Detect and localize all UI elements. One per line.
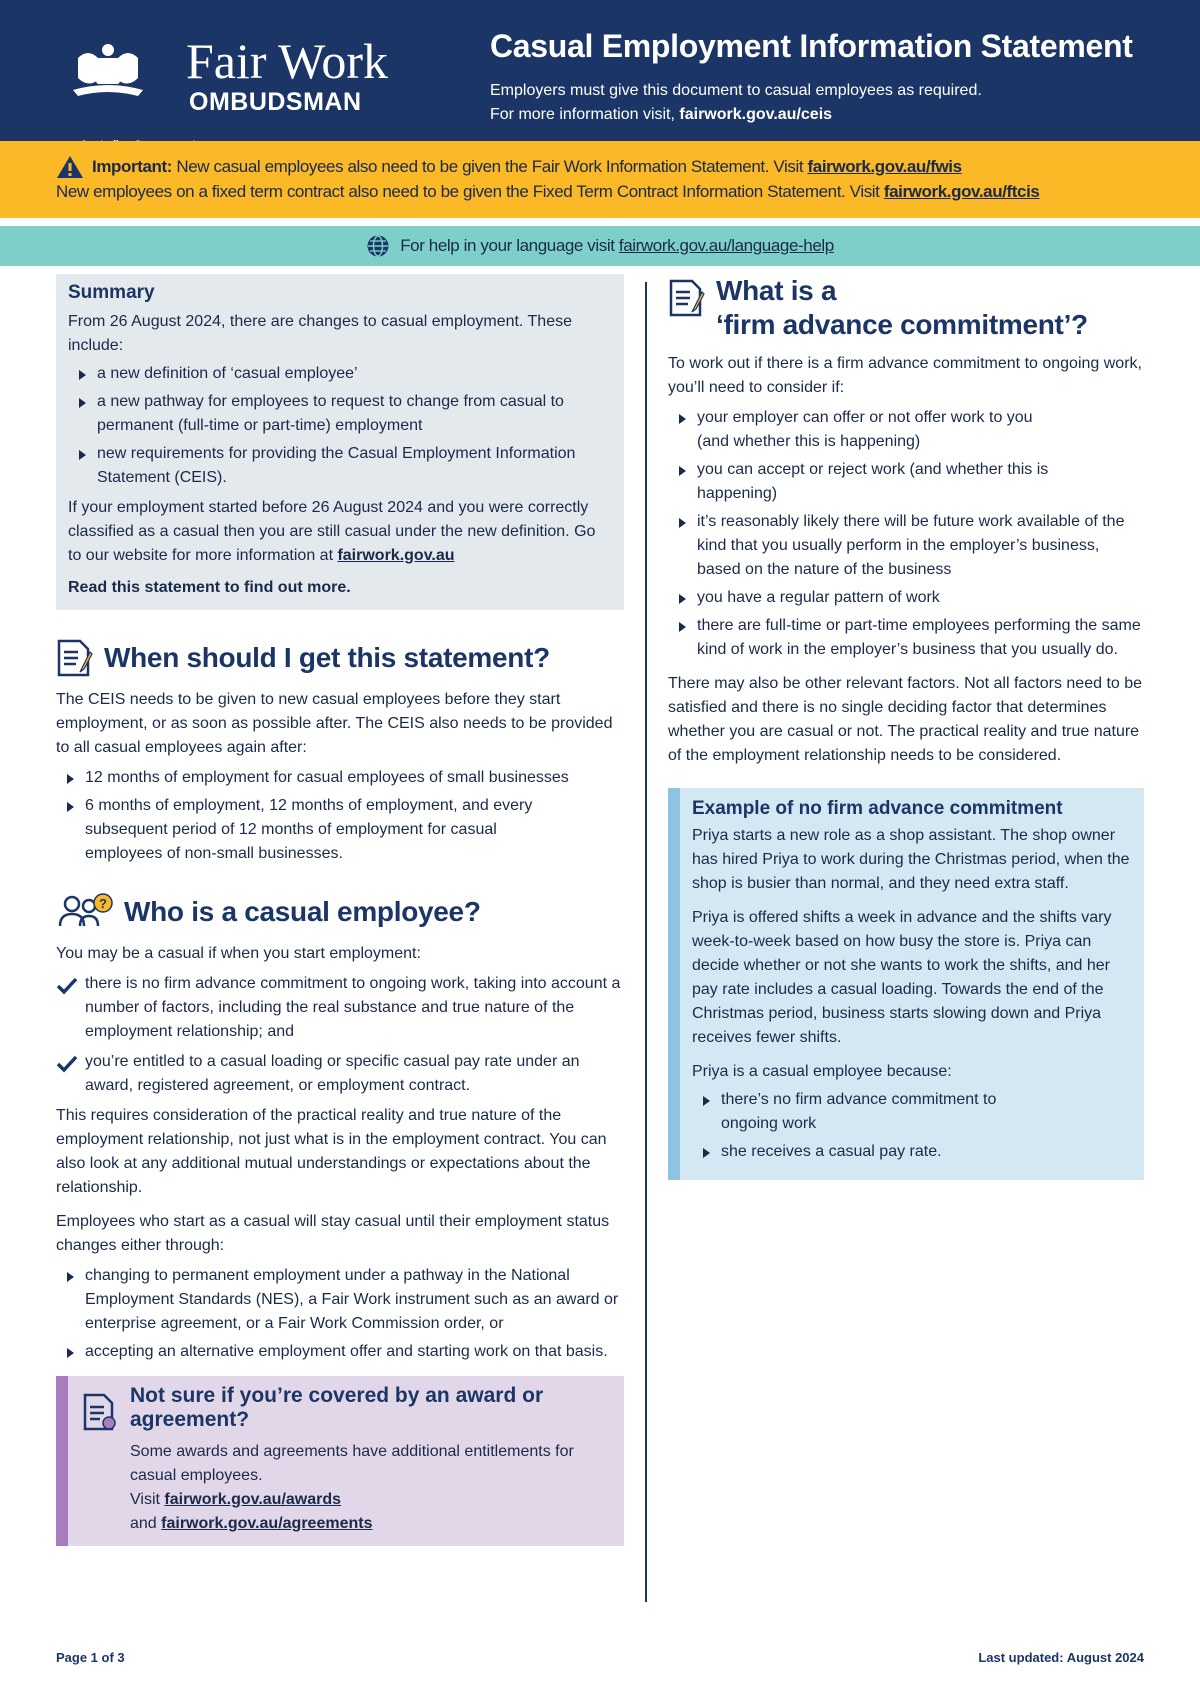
important-line-1 bbox=[56, 155, 962, 179]
who-intro: You may be a casual if when you start employment: bbox=[56, 945, 421, 962]
subtitle-line-1: Employers must give this document to casual employees as required. bbox=[490, 82, 982, 99]
warning-icon bbox=[56, 155, 84, 179]
notsure-and-line bbox=[130, 1512, 612, 1536]
read-more: Read this statement to find out more. bbox=[68, 579, 351, 596]
example-title: Example of no firm advance commitment bbox=[692, 798, 1063, 819]
brand-subtitle: OMBUDSMAN bbox=[189, 88, 362, 116]
subtitle-line-2 bbox=[490, 103, 982, 127]
document-icon bbox=[82, 1392, 118, 1432]
subtitle-prefix: For more information visit, bbox=[490, 106, 680, 123]
important-line-2 bbox=[56, 182, 1040, 202]
who-list bbox=[56, 1264, 624, 1364]
who-para-2: Employees who start as a casual will stay casual until their employment status changes either through: bbox=[56, 1213, 610, 1254]
ftcis-link[interactable]: fairwork.gov.au/ftcis bbox=[883, 182, 1040, 201]
notsure-text: Some awards and agreements have additional entitlements for casual employees. bbox=[130, 1443, 574, 1484]
globe-icon bbox=[366, 234, 390, 258]
list-item: 6 months of employment, 12 months of employment, and every subsequent period of 12 months of employment for casual employees of non-small businesses. bbox=[56, 794, 576, 866]
people-question-icon bbox=[56, 892, 114, 932]
agreements-link[interactable]: fairwork.gov.au/agreements bbox=[161, 1515, 373, 1532]
list-item: there are full-time or part-time employees performing the same kind of work in the employer’s business that you usually do. bbox=[668, 614, 1144, 662]
language-help-bar bbox=[0, 226, 1200, 266]
list-item: a new definition of ‘casual employee’ bbox=[68, 362, 612, 386]
check-item bbox=[56, 972, 624, 1044]
document-pen-icon bbox=[668, 278, 706, 318]
page-number: Page 1 of 3 bbox=[56, 1650, 125, 1665]
firm-heading bbox=[668, 274, 1144, 342]
when-heading bbox=[56, 638, 624, 678]
summary-paragraph bbox=[68, 496, 612, 568]
summary-list bbox=[68, 362, 612, 490]
list-item: you can accept or reject work (and whether this is happening) bbox=[668, 458, 1068, 506]
example-list bbox=[692, 1088, 1132, 1164]
firm-para: There may also be other relevant factors. Not all factors need to be satisfied and there is no single deciding factor that determines whether you are casual or not. The practical reality and true nature of the employment relationship needs to be considered. bbox=[668, 675, 1143, 764]
important-text-2: New employees on a fixed term contract also need to be given the Fixed Term Contract Information Statement. Visit bbox=[56, 182, 884, 201]
list-item: there’s no firm advance commitment to ongoing work bbox=[692, 1088, 1022, 1136]
list-item: she receives a casual pay rate. bbox=[692, 1140, 1132, 1164]
important-text-1: New casual employees also need to be given the Fair Work Information Statement. Visit bbox=[176, 157, 808, 176]
language-help-link[interactable]: fairwork.gov.au/language-help bbox=[618, 236, 834, 255]
left-column bbox=[56, 274, 624, 1546]
coat-of-arms-logo bbox=[40, 40, 175, 115]
example-para-2: Priya is offered shifts a week in advance and the shifts vary week-to-week based on how busy the store is. Priya can decide whether or not she wants to work the shifts, and her pay rate includes a casual loading. Towards the end of the Christmas period, business starts slowing down and Priya receives fewer shifts. bbox=[692, 909, 1112, 1046]
right-column bbox=[668, 274, 1144, 1180]
document-title: Casual Employment Information Statement bbox=[490, 28, 1133, 64]
check-text: you’re entitled to a casual loading or specific casual pay rate under an award, registered agreement, or employment contract. bbox=[85, 1053, 580, 1094]
when-list bbox=[56, 766, 624, 866]
and-label: and bbox=[130, 1515, 162, 1532]
firm-list bbox=[668, 406, 1144, 662]
firm-title-line-1: What is a bbox=[716, 275, 837, 306]
list-item: 12 months of employment for casual employees of small businesses bbox=[56, 766, 624, 790]
who-para-1: This requires consideration of the practical reality and true nature of the employment relationship, not just what is in the employment contract. You can also look at any additional mutual understandings or expectations about the relationship. bbox=[56, 1107, 607, 1196]
summary-para-text: If your employment started before 26 August 2024 and you were correctly classified as a casual then you are still casual under the new definition. Go to our website for more information at bbox=[68, 499, 596, 564]
example-para-1: Priya starts a new role as a shop assistant. The shop owner has hired Priya to work during the Christmas period, when the shop is busier than normal, and they need extra staff. bbox=[692, 827, 1130, 892]
when-intro: The CEIS needs to be given to new casual employees before they start employment, or as soon as possible after. The CEIS also needs to be provided to all casual employees again after: bbox=[56, 691, 613, 756]
fwis-link[interactable]: fairwork.gov.au/fwis bbox=[807, 157, 962, 176]
awards-link[interactable]: fairwork.gov.au/awards bbox=[164, 1491, 342, 1508]
list-item: new requirements for providing the Casual Employment Information Statement (CEIS). bbox=[68, 442, 612, 490]
list-item: you have a regular pattern of work bbox=[668, 586, 1144, 610]
example-para-3: Priya is a casual employee because: bbox=[692, 1063, 952, 1080]
list-item: it’s reasonably likely there will be future work available of the kind that you usually perform in the employer’s business, based on the nature of the business bbox=[668, 510, 1144, 582]
example-box bbox=[668, 788, 1144, 1180]
check-text: there is no firm advance commitment to ongoing work, taking into account a number of factors, including the real substance and true nature of the employment relationship; and bbox=[85, 975, 621, 1040]
who-checklist bbox=[56, 972, 624, 1098]
when-title: When should I get this statement? bbox=[104, 642, 550, 673]
language-text: For help in your language visit bbox=[400, 236, 619, 255]
ceis-link[interactable]: fairwork.gov.au/ceis bbox=[679, 106, 833, 123]
notsure-title: Not sure if you’re covered by an award or agreement? bbox=[130, 1384, 544, 1431]
award-coverage-box bbox=[56, 1376, 624, 1546]
list-item: changing to permanent employment under a pathway in the National Employment Standards (NES), a Fair Work instrument such as an award or enterprise agreement, or a Fair Work Commission order, or bbox=[56, 1264, 624, 1336]
document-icon bbox=[56, 638, 94, 678]
award-coverage-content bbox=[130, 1384, 612, 1536]
summary-intro: From 26 August 2024, there are changes to casual employment. These include: bbox=[68, 313, 572, 354]
checkmark-icon bbox=[56, 1055, 78, 1073]
list-item: a new pathway for employees to request to change from casual to permanent (full-time or part-time) employment bbox=[68, 390, 612, 438]
notsure-visit-line bbox=[130, 1488, 612, 1512]
list-item: accepting an alternative employment offer and starting work on that basis. bbox=[56, 1340, 624, 1364]
header-banner bbox=[0, 0, 1200, 141]
brand-name: Fair Work bbox=[186, 33, 388, 89]
document-subtitle bbox=[490, 79, 982, 127]
summary-box bbox=[56, 274, 624, 610]
summary-title: Summary bbox=[68, 282, 155, 303]
check-item bbox=[56, 1050, 624, 1098]
who-heading bbox=[56, 892, 624, 932]
last-updated: Last updated: August 2024 bbox=[978, 1650, 1144, 1665]
svg-text:?: ? bbox=[99, 896, 107, 911]
firm-title bbox=[716, 274, 1088, 342]
visit-label: Visit bbox=[130, 1491, 165, 1508]
fairwork-link[interactable]: fairwork.gov.au bbox=[337, 547, 455, 564]
who-title: Who is a casual employee? bbox=[124, 896, 481, 927]
important-label: Important: bbox=[92, 157, 173, 176]
column-divider bbox=[645, 282, 647, 1602]
important-banner bbox=[0, 141, 1200, 218]
checkmark-icon bbox=[56, 977, 78, 995]
list-item: your employer can offer or not offer work to you (and whether this is happening) bbox=[668, 406, 1068, 454]
firm-title-line-2: ‘firm advance commitment’? bbox=[716, 309, 1088, 340]
firm-intro: To work out if there is a firm advance commitment to ongoing work, you’ll need to consider if: bbox=[668, 355, 1142, 396]
